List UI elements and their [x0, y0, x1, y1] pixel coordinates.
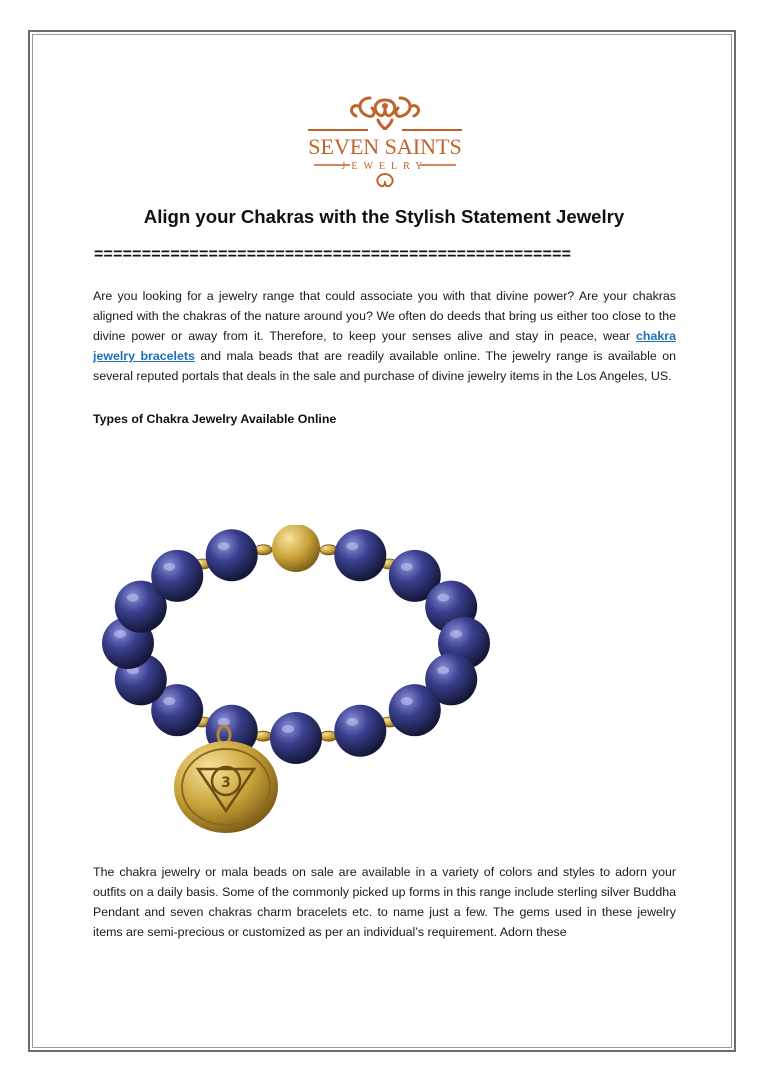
bead-highlight [127, 594, 139, 602]
bead-highlight [282, 725, 294, 733]
chakra-pendant [174, 741, 278, 833]
bead-highlight [163, 563, 175, 571]
bead-highlight [437, 666, 449, 674]
bead-highlight [401, 563, 413, 571]
bead-highlight [346, 718, 358, 726]
sodalite-bead [389, 684, 441, 736]
intro-paragraph [93, 286, 676, 386]
intro-text-end: and mala beads that are readily available online. The jewelry range is available on several reputed portals that deals in the sale and purchase of divine jewelry items in the Los Angeles, US. [93, 349, 676, 383]
logo-sub: JEWELRY [341, 161, 429, 172]
bead-highlight [450, 630, 462, 638]
sodalite-bead [206, 529, 258, 581]
pendant-symbol: 3 [221, 775, 231, 791]
buddha-head-bead [272, 525, 320, 572]
sodalite-bead [334, 529, 386, 581]
bead-highlight [218, 542, 230, 550]
sodalite-bead [334, 705, 386, 757]
seven-saints-logo [288, 90, 482, 192]
bead-highlight [401, 697, 413, 705]
bead-highlight [346, 542, 358, 550]
sodalite-bead [151, 550, 203, 602]
bead-highlight [114, 630, 126, 638]
sodalite-bead [270, 712, 322, 764]
page-title: Align your Chakras with the Stylish Statement Jewelry [143, 206, 625, 227]
chakra-jewelry-bracelets-link[interactable]: chakra jewelry bracelets [93, 329, 676, 363]
intro-text-start: Are you looking for a jewelry range that could associate you with that divine power? Are your chakras aligned with the chakras of the nature around you? We often do deeds that bring us either too close to the divine power or away from it. Therefore, to keep your senses alive and stay in peace, wear [93, 289, 676, 343]
section-subheading: Types of Chakra Jewelry Available Online [93, 412, 337, 426]
body-paragraph: The chakra jewelry or mala beads on sale are available in a variety of colors and styles to adorn your outfits on a daily basis. Some of the commonly picked up forms in this range include sterling silver Buddha Pendant and seven chakras charm bracelets etc. to name just a few. The gems used in these jewelry items are semi-precious or customized as per an individual’s requirement. Adorn these [93, 865, 676, 939]
bead-highlight [163, 697, 175, 705]
title-underline-rule: ================================================== [94, 246, 572, 263]
bracelet-photo [94, 525, 514, 855]
bead-highlight [437, 594, 449, 602]
logo-brand: SEVEN SAINTS [308, 134, 462, 159]
